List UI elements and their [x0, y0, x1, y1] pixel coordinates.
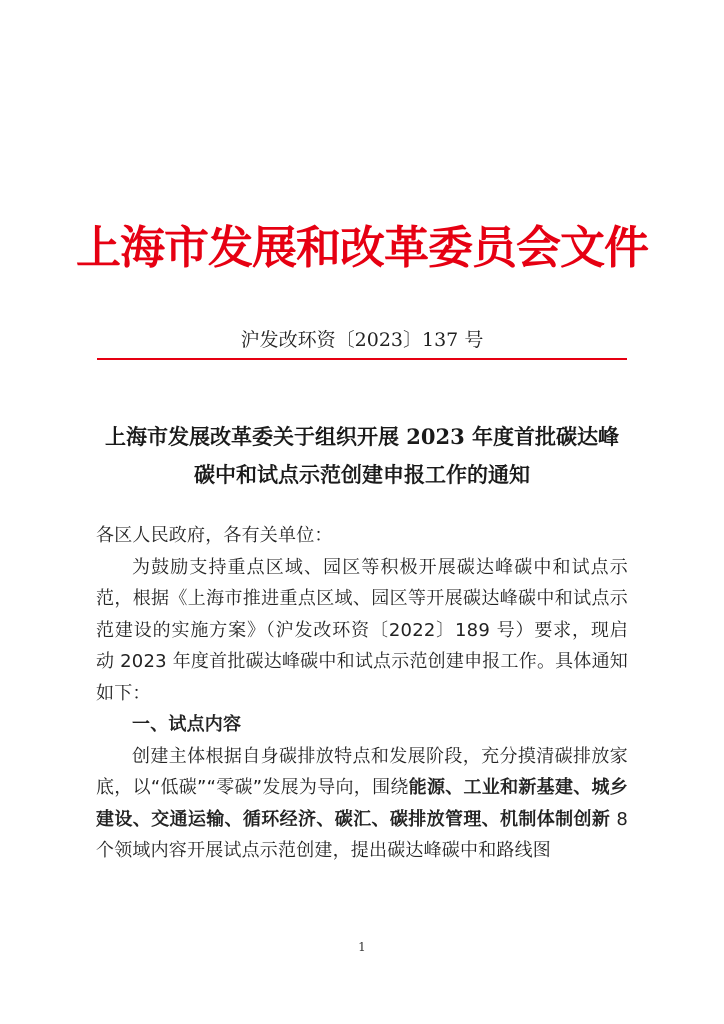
document-title-line-1: 上海市发展改革委关于组织开展 2023 年度首批碳达峰	[104, 424, 620, 449]
red-divider-line	[97, 358, 627, 360]
document-body	[96, 520, 628, 867]
salutation: 各区人民政府，各有关单位：	[96, 525, 333, 546]
paragraph-intro: 为鼓励支持重点区域、园区等积极开展碳达峰碳中和试点示范，根据《上海市推进重点区域、园区等开展碳达峰碳中和试点示范建设的实施方案》（沪发改环资〔2022〕189 号）要求，现启动 2023 年度首批碳达峰碳中和试点示范创建申报工作。具体通知如下：	[96, 556, 628, 704]
paragraph-pilot-content-domains: 能源、工业和新基建、城乡建设、交通运输、循环经济、碳汇、碳排放管理、机制体制创新	[96, 777, 628, 830]
section-heading-1: 一、试点内容	[132, 714, 242, 735]
page-number: 1	[358, 940, 366, 954]
paragraph-pilot-content	[96, 741, 628, 867]
document-number: 沪发改环资〔2023〕137 号	[240, 329, 484, 351]
masthead-title: 上海市发展和改革委员会文件	[75, 221, 648, 274]
paragraph-pilot-content-intro: 创建主体根据自身碳排放特点和发展阶段，充分摸清碳排放家底，以“低碳”“零碳”发展为导向，围绕	[96, 745, 628, 798]
document-title-line-2: 碳中和试点示范创建申报工作的通知	[194, 462, 530, 487]
document-title	[0, 418, 724, 494]
paragraph-pilot-content-rest: 8 个领域内容开展试点示范创建，提出碳达峰碳中和路线图	[96, 808, 628, 861]
